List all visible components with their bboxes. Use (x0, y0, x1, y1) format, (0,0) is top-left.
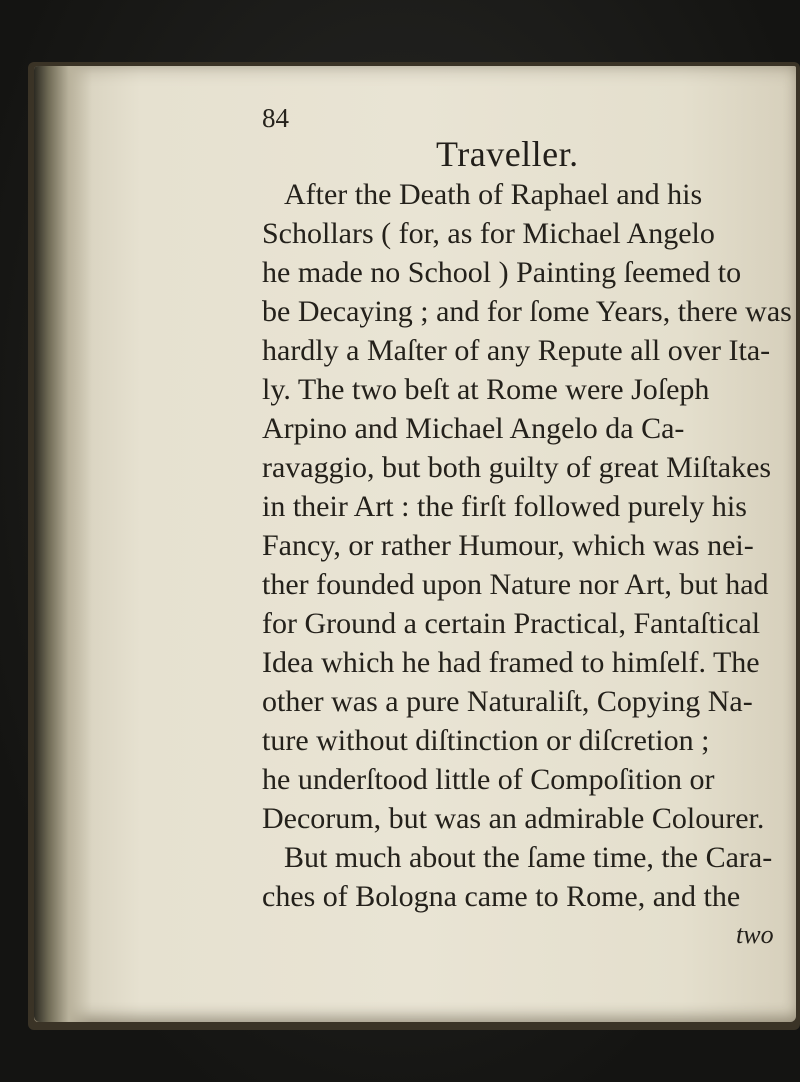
text-line: other was a pure Naturaliſt, Copying Na- (262, 685, 753, 718)
text-line: ther founded upon Nature nor Art, but had (262, 568, 769, 601)
page-gutter (34, 66, 92, 1022)
text-line: After the Death of Raphael and his (284, 178, 703, 211)
catchword: two (736, 920, 774, 949)
page-number: 84 (262, 103, 289, 133)
text-line: he underſtood little of Compoſition or (262, 763, 715, 796)
text-line: ravaggio, but both guilty of great Miſtakes (262, 451, 772, 484)
text-line: hardly a Maſter of any Repute all over Ita- (262, 334, 771, 367)
text-line: ture without diſtinction or diſcretion ; (262, 724, 710, 757)
running-heading: Traveller. (436, 134, 579, 174)
text-line: ches of Bologna came to Rome, and the (262, 880, 741, 913)
text-line: in their Art : the firſt followed purely his (262, 490, 747, 523)
text-line: Idea which he had framed to himſelf. The (262, 646, 760, 679)
text-line: But much about the ſame time, the Cara- (284, 841, 773, 874)
text-line: Decorum, but was an admirable Colourer. (262, 802, 765, 835)
text-line: ly. The two beſt at Rome were Joſeph (262, 373, 710, 406)
text-line: he made no School ) Painting ſeemed to (262, 256, 742, 289)
text-line: for Ground a certain Practical, Fantaſtical (262, 607, 761, 640)
text-line: be Decaying ; and for ſome Years, there was (262, 295, 792, 328)
text-line: Schollars ( for, as for Michael Angelo (262, 217, 715, 250)
text-line: Arpino and Michael Angelo da Ca- (262, 412, 685, 445)
text-line: Fancy, or rather Humour, which was nei- (262, 529, 754, 562)
